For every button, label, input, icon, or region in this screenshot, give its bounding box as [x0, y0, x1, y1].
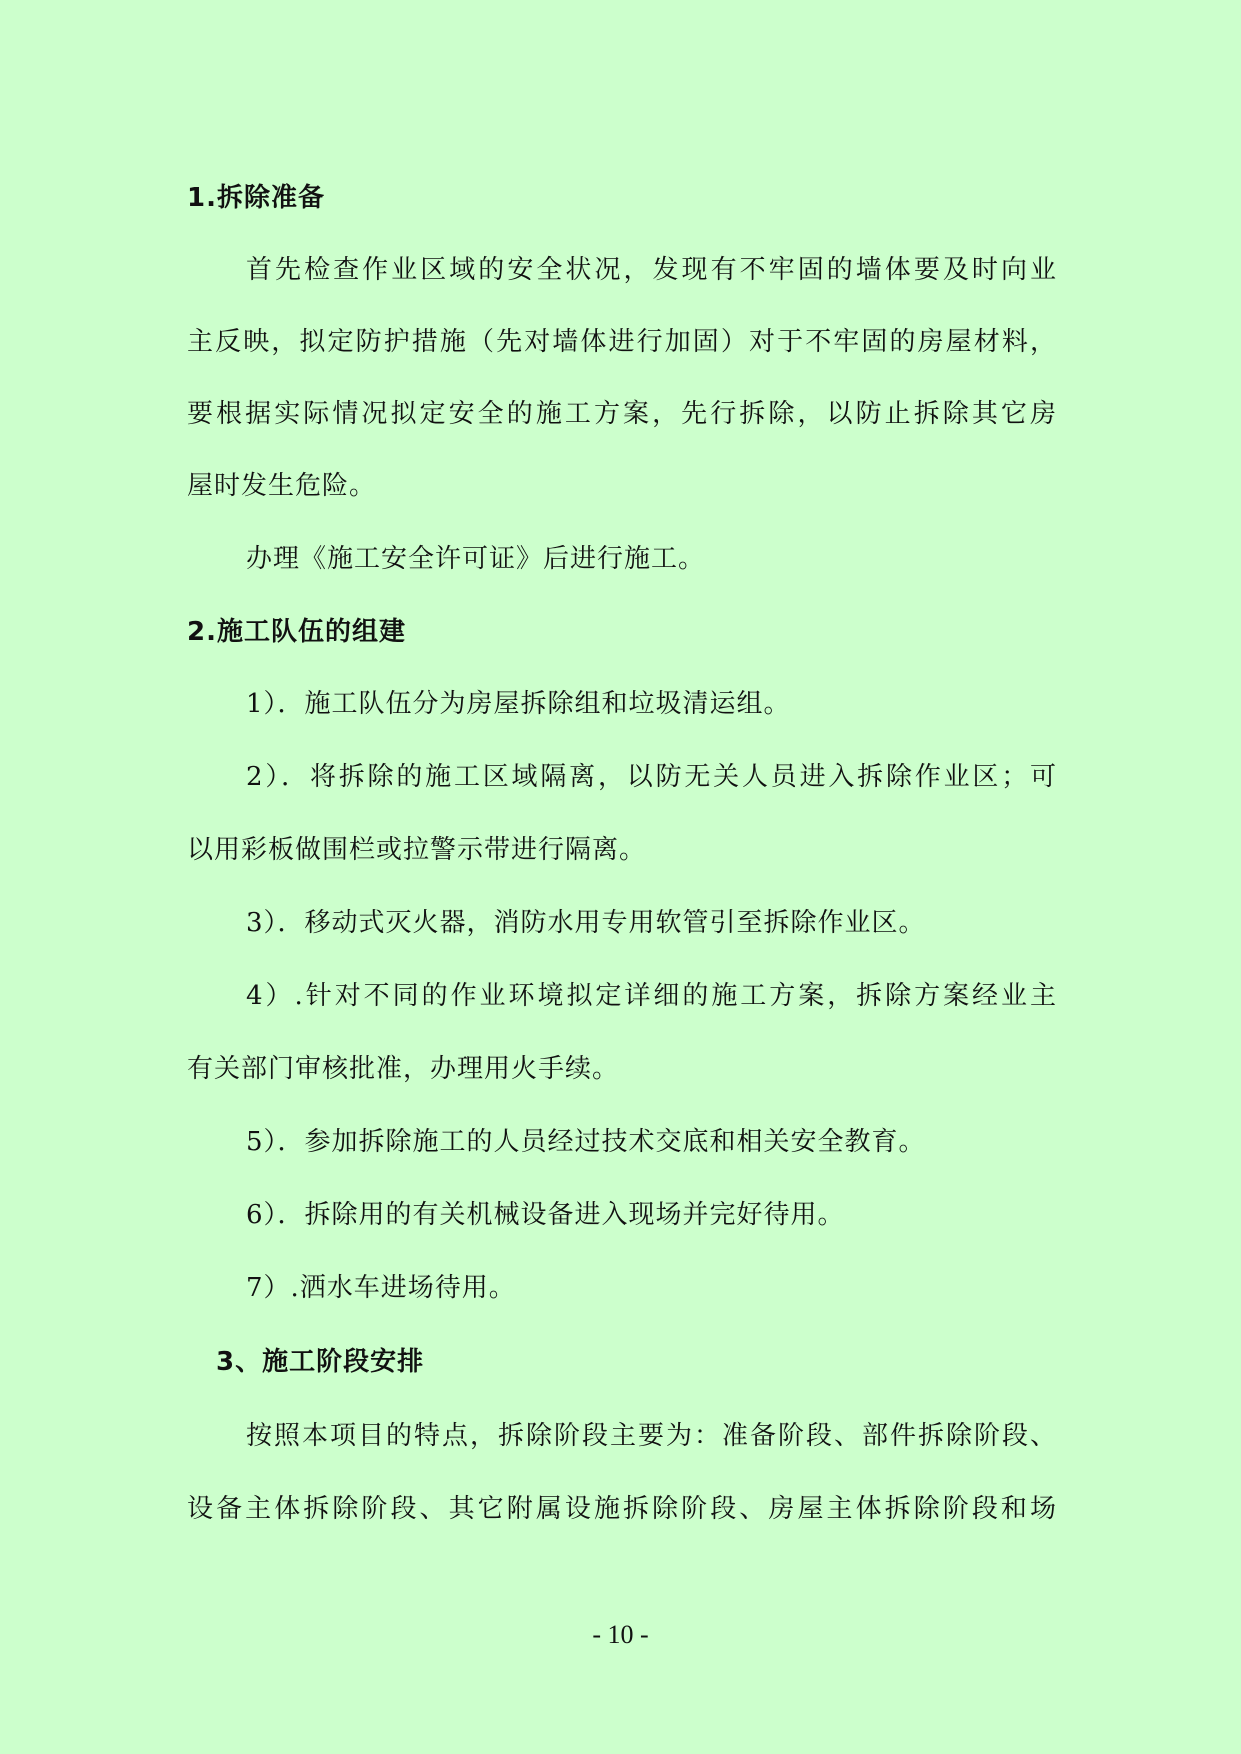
page-number: - 10 -	[592, 1620, 649, 1649]
list-item: 2）．将拆除的施工区域隔离，以防无关人员进入拆除作业区；可	[246, 762, 1057, 792]
paragraph-line: 屋时发生危险。	[187, 471, 377, 501]
section-1-heading: 1.拆除准备	[187, 183, 325, 213]
list-item: 7）.洒水车进场待用。	[246, 1273, 516, 1303]
list-item: 4）.针对不同的作业环境拟定详细的施工方案，拆除方案经业主	[246, 981, 1057, 1011]
paragraph-line: 按照本项目的特点，拆除阶段主要为：准备阶段、部件拆除阶段、	[246, 1421, 1057, 1451]
paragraph-line: 首先检查作业区域的安全状况，发现有不牢固的墙体要及时向业	[246, 255, 1057, 285]
section-2-heading: 2.施工队伍的组建	[187, 617, 406, 647]
list-item: 1）．施工队伍分为房屋拆除组和垃圾清运组。	[246, 689, 791, 719]
list-item: 5）．参加拆除施工的人员经过技术交底和相关安全教育。	[246, 1127, 926, 1157]
list-item-continuation: 以用彩板做围栏或拉警示带进行隔离。	[187, 835, 647, 865]
paragraph-line: 要根据实际情况拟定安全的施工方案，先行拆除，以防止拆除其它房	[187, 399, 1057, 429]
list-item: 6）．拆除用的有关机械设备进入现场并完好待用。	[246, 1200, 845, 1230]
list-item-continuation: 有关部门审核批准，办理用火手续。	[187, 1054, 620, 1084]
section-3-heading: 3、施工阶段安排	[216, 1347, 425, 1377]
list-item: 3）．移动式灭火器，消防水用专用软管引至拆除作业区。	[246, 908, 926, 938]
paragraph-line: 主反映，拟定防护措施（先对墙体进行加固）对于不牢固的房屋材料，	[187, 327, 1057, 357]
paragraph-line: 设备主体拆除阶段、其它附属设施拆除阶段、房屋主体拆除阶段和场	[187, 1494, 1057, 1524]
paragraph-line: 办理《施工安全许可证》后进行施工。	[246, 544, 706, 574]
